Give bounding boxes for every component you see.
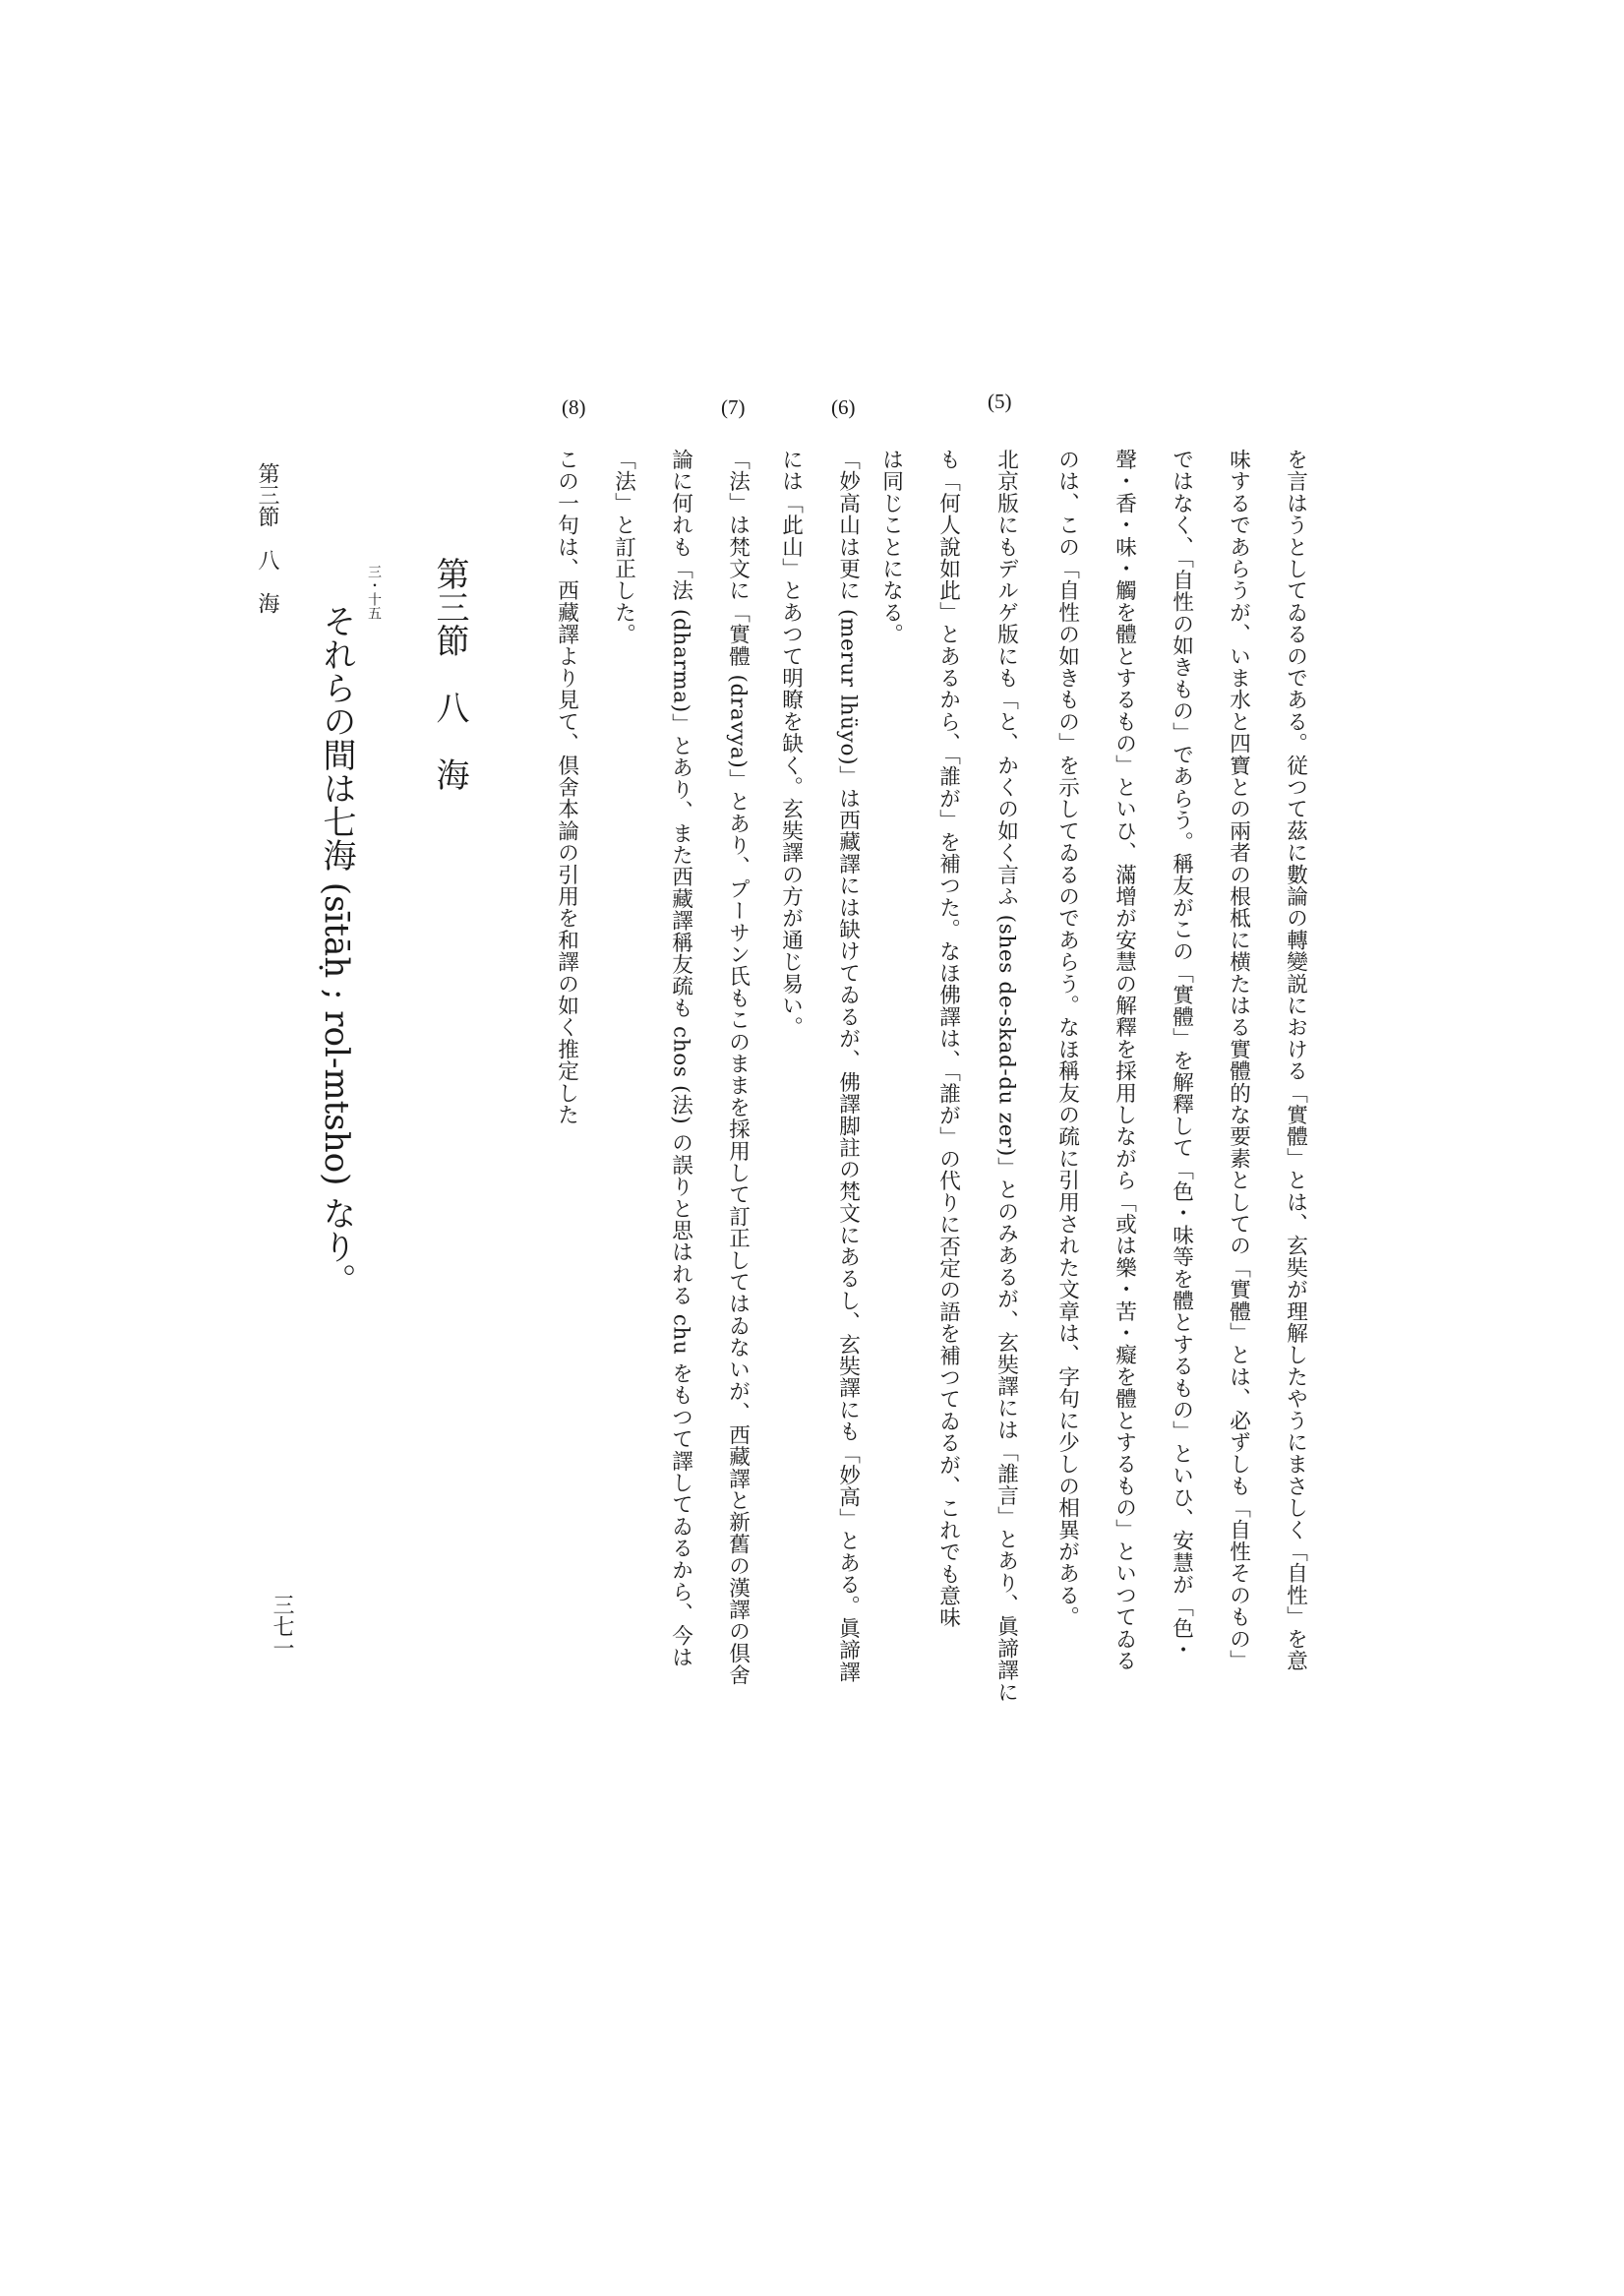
note-line: を言はうとしてゐるのである。従つて茲に數論の轉變説における「實體」とは、玄奘が理解したやうにまさしく「自性」を意 [1283,449,1308,1672]
note-line: のは、この「自性の如きもの」を示してゐるのであらう。なほ稱友の疏に引用された文章は、字句に少しの相異がある。 [1054,449,1080,1628]
note-line: は同じことになる。 [878,449,904,645]
note-marker: (5) [988,390,1012,413]
note-line: 聲・香・味・觸を體とするもの」といひ、滿增が安慧の解釋を採用しながら「或は樂・苦・癡を體とするもの」といつてゐる [1112,449,1137,1672]
note-marker: (8) [562,395,586,419]
note-line: 論に何れも「法 (dharma)」とあり、また西藏譯稱友疏も chos (法) の誤りと思はれる chu をもつて譯してゐるから、今は [668,449,693,1668]
note-line: この一句は、西藏譯より見て、倶舍本論の引用を和譯の如く推定した [554,449,579,1126]
note-marker: (7) [721,395,746,419]
note-line: も「何人說如此」とあるから、「誰が」を補つた。なほ佛譯は、「誰が」の代りに否定の語を補つてゐるが、これでも意味 [935,449,961,1629]
note-line: 「法」と訂正した。 [611,449,636,645]
running-title: 第三節 八 海 [255,462,279,614]
page-number: 三七一 [270,1594,294,1659]
section-heading: 第三節 八 海 [430,557,469,791]
note-line: ではなく、「自性の如きもの」であらう。稱友がこの「實體」を解釋して「色・味等を體とするもの」といひ、安慧が「色・ [1169,449,1194,1662]
verse-number: 三・十五 [366,565,382,620]
note-marker: (6) [831,395,856,419]
note-line: 「法」は梵文に「實體 (dravya)」とあり、プーサン氏もこのままを採用して訂正してはゐないが、西藏譯と新舊の漢譯の倶舍 [725,449,751,1686]
note-line: には「此山」とあつて明瞭を缺く。玄奘譯の方が通じ易い。 [778,449,804,1039]
note-line: 味するであらうが、いま水と四寶との兩者の根柢に横たはる實體的な要素としての「實體」とは、必ずしも「自性そのもの」 [1226,449,1251,1672]
note-line: 北京版にもデルゲ版にも「と、かくの如く言ふ (shes de-skad-du zer)」とのみあるが、玄奘譯には「誰言」とあり、眞諦譯に [993,449,1019,1703]
verse-text: それらの間は七海 (sītāḥ ; rol-mtsho) なり。 [317,604,356,1298]
note-line: 「妙高山は更に (merur lhüyo)」は西藏譯には缺けてゐるが、佛譯脚註の梵文にあるし、玄奘譯にも「妙高」とある。眞諦譯 [835,449,861,1683]
